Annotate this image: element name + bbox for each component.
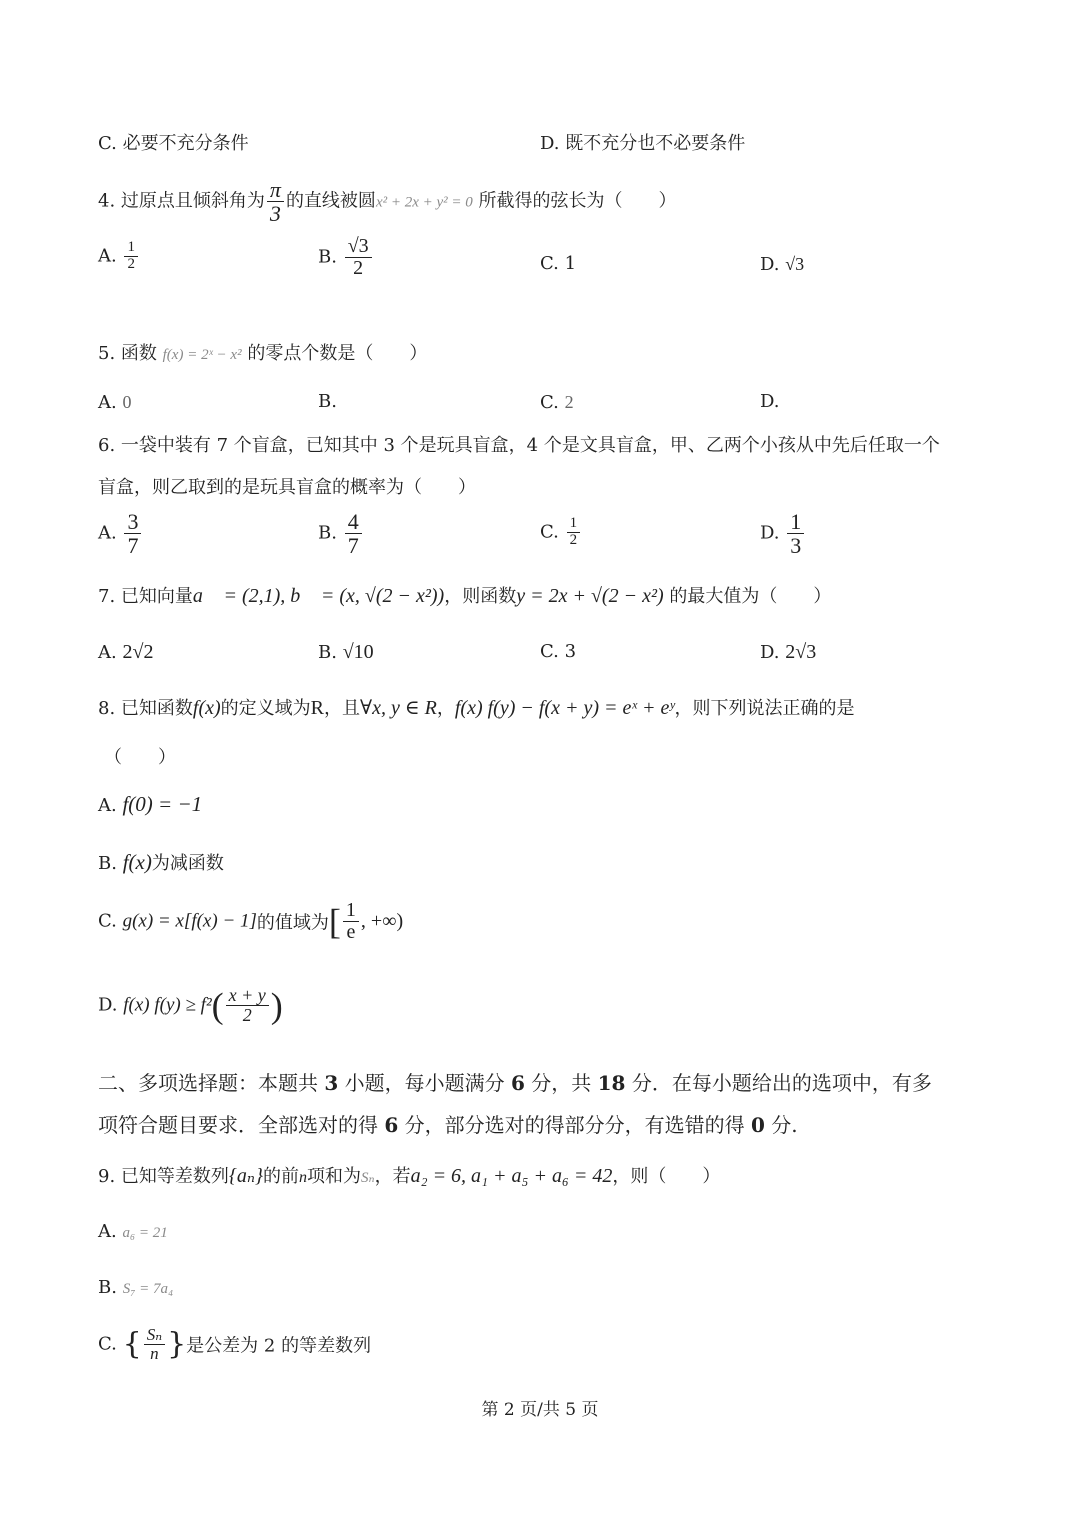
q8-option-a: A. f(0) = −1 [98,792,203,816]
q4-option-a: A. $\frac{1}{2}$ [98,240,140,273]
q6-option-a: A. $\frac{3}{7}$ [98,510,143,557]
q4-option-b: B. $\frac{√3}{2}$ [318,236,374,279]
q6-option-d: D. $\frac{1}{3}$ [760,510,806,557]
page-number-footer: 第 2 页/共 5 页 [481,1400,599,1420]
q9-option-a: A. a₆ = 21 [98,1221,168,1242]
q7-option-c: C. 3 [540,641,577,662]
q8-option-b: B. f(x)为减函数 [98,850,224,874]
q4-option-d: D. √3 [760,254,805,275]
section-2-instructions-line-2: 项符合题目要求．全部选对的得 6 分，部分选对的得部分分，有选错的得 0 分. [98,1113,798,1137]
q4-prefix: 4. 过原点且倾斜角为 [98,190,265,212]
q4-angle: $\frac{\pi}{3}$ [267,178,284,225]
q5-function: f(x) = 2ˣ − x² [162,347,242,363]
question-6-line-1: 6. 一袋中装有 7 个盲盒，已知其中 3 个是玩具盲盒，4 个是文具盲盒，甲、乙两个小孩从中先后任取一个 [98,435,940,456]
q7-option-b: B. √10 [318,641,374,663]
q5-option-d: D. [760,391,780,412]
q6-option-b: B. $\frac{4}{7}$ [318,510,364,557]
q7-vectors: a⃗ = (2,1), b⃗ = (x, √(2 − x²)) [192,585,445,607]
q3-option-c: C. 必要不充分条件 [98,133,249,154]
q6-option-c: C. $\frac{1}{2}$ [540,516,582,549]
question-9-stem: 9. 已知等差数列{aₙ}的前n项和为Sₙ，若a₂ = 6, a₁ + a₅ + a₆ = 42，则（ ） [98,1165,721,1187]
q7-function: y = 2x + √(2 − x²) [516,585,664,607]
question-7-stem: 7. 已知向量a⃗ = (2,1), b⃗ = (x, √(2 − x²))，则函数y = 2x + √(2 − x²) 的最大值为（ ） [98,585,832,607]
question-8-stem: 8. 已知函数f(x)的定义域为R，且∀x, y ∈ R，f(x) f(y) − f(x + y) = eˣ + eʸ，则下列说法正确的是 [98,697,855,719]
q3-option-d: D. 既不充分也不必要条件 [540,133,746,154]
q8-option-d: D. f(x) f(y) ≥ f²( $\frac{x + y}{2}$ ) [98,985,283,1026]
q5-option-b: B. [318,391,337,412]
q5-option-a: A. 0 [98,392,132,413]
q4-mid: 的直线被圆 [285,190,376,212]
question-4-stem [98,178,677,225]
q8-equation: f(x) f(y) − f(x + y) = eˣ + eʸ [454,697,675,719]
q9-option-c: C. { $\frac{\text{Sₙ}}{n}$ }是公差为 2 的等差数列 [98,1325,372,1363]
q8-answer-paren: （ ） [104,747,176,768]
question-5-stem: 5. 函数 f(x) = 2ˣ − x² 的零点个数是（ ） [98,343,428,364]
q5-option-c: C. 2 [540,392,574,413]
q8-option-c: C. g(x) = x[f(x) − 1]的值域为[ $\frac{1}{e}$ , +∞) [98,899,404,943]
q7-option-d: D. 2√3 [760,641,817,663]
q4-option-c: C. 1 [540,253,577,274]
q7-option-a: A. 2√2 [98,641,154,663]
question-6-line-2: 盲盒，则乙取到的是玩具盲盒的概率为（ ） [98,477,476,498]
q4-circle-equation: x² + 2x + y² = 0 [375,194,473,211]
section-2-instructions-line-1: 二、多项选择题：本题共 3 小题，每小题满分 6 分，共 18 分．在每小题给出的选项中，有多 [98,1071,932,1095]
q9-option-b: B. S₇ = 7a₄ [98,1277,174,1298]
q4-suffix: 所截得的弦长为（ ） [478,190,677,212]
q9-condition: a₂ = 6, a₁ + a₅ + a₆ = 42 [410,1165,613,1187]
